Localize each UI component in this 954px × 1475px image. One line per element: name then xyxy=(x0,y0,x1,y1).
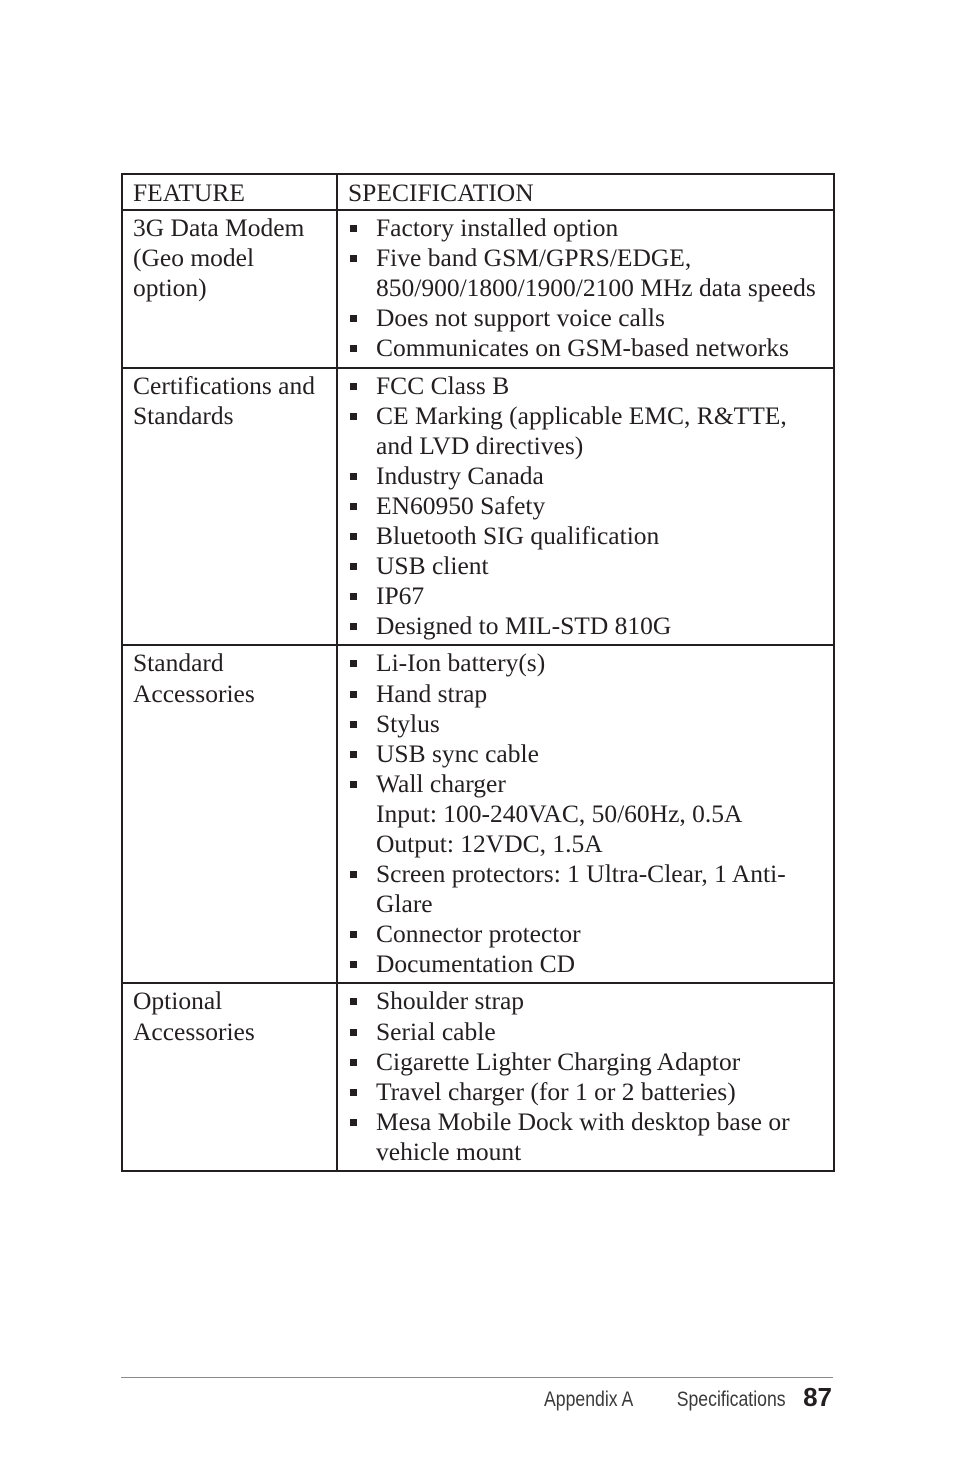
specification-list xyxy=(347,986,825,1167)
list-item-text: Hand strap xyxy=(376,678,488,708)
list-item xyxy=(347,333,825,363)
list-item-text: USB sync cable xyxy=(376,738,539,768)
square-bullet-icon xyxy=(350,225,357,232)
list-item-text: EN60950 Safety xyxy=(376,490,546,520)
table-row xyxy=(122,368,834,646)
list-item-text: Bluetooth SIG qualification xyxy=(376,521,660,551)
list-item-text: Factory installed option xyxy=(376,213,619,243)
list-item-text: Industry Canada xyxy=(376,460,544,490)
list-item xyxy=(347,611,825,641)
footer-section: Specifications xyxy=(676,1388,786,1411)
square-bullet-icon xyxy=(350,961,357,968)
list-item-text: IP67 xyxy=(376,581,425,611)
list-item xyxy=(347,1017,825,1047)
list-item xyxy=(347,648,825,678)
list-item-text: Designed to MIL-STD 810G xyxy=(376,611,672,641)
list-item xyxy=(347,1107,825,1167)
square-bullet-icon xyxy=(350,1059,357,1066)
list-item xyxy=(347,1077,825,1107)
list-item xyxy=(347,551,825,581)
list-item xyxy=(347,371,825,401)
square-bullet-icon xyxy=(350,1119,357,1126)
list-item-text: Wall charger xyxy=(376,768,506,798)
specification-list xyxy=(347,213,825,363)
square-bullet-icon xyxy=(350,383,357,390)
list-item-text: Mesa Mobile Dock with desktop base or vehicle mount xyxy=(376,1106,790,1166)
list-item xyxy=(347,709,825,739)
header-specification: SPECIFICATION xyxy=(337,174,834,210)
list-item-text: Connector protector xyxy=(376,919,581,949)
header-feature: FEATURE xyxy=(122,174,337,210)
square-bullet-icon xyxy=(350,315,357,322)
page-number: 87 xyxy=(803,1382,832,1412)
list-item xyxy=(347,986,825,1016)
list-item-subline: Output: 12VDC, 1.5A xyxy=(376,828,603,858)
list-item-text: Documentation CD xyxy=(376,949,576,979)
list-item xyxy=(347,213,825,243)
square-bullet-icon xyxy=(350,1029,357,1036)
list-item-text: Serial cable xyxy=(376,1016,496,1046)
square-bullet-icon xyxy=(350,623,357,630)
specification-list xyxy=(347,371,825,642)
list-item-text: CE Marking (applicable EMC, R&TTE, and LVD directives) xyxy=(376,400,787,460)
list-item xyxy=(347,859,825,919)
list-item-subline: Input: 100-240VAC, 50/60Hz, 0.5A xyxy=(376,798,743,828)
square-bullet-icon xyxy=(350,691,357,698)
list-item-text: Five band GSM/GPRS/EDGE, 850/900/1800/1900/2100 MHz data speeds xyxy=(376,243,816,303)
list-item-text: Cigarette Lighter Charging Adaptor xyxy=(376,1046,741,1076)
table-row xyxy=(122,210,834,367)
specification-cell xyxy=(337,368,834,646)
list-item-text: Does not support voice calls xyxy=(376,303,665,333)
table-body xyxy=(122,210,834,1171)
list-item xyxy=(347,949,825,979)
list-item xyxy=(347,769,825,859)
list-item-text: Li-Ion battery(s) xyxy=(376,648,546,678)
square-bullet-icon xyxy=(350,721,357,728)
list-item xyxy=(347,303,825,333)
feature-cell: Standard Accessories xyxy=(122,645,337,983)
list-item-text: Communicates on GSM-based networks xyxy=(376,333,789,363)
footer-chapter: Appendix A xyxy=(544,1388,634,1411)
list-item-text: Screen protectors: 1 Ultra-Clear, 1 Anti-Glare xyxy=(376,859,786,919)
list-item xyxy=(347,679,825,709)
table-row xyxy=(122,983,834,1171)
list-item xyxy=(347,1047,825,1077)
list-item-text: Shoulder strap xyxy=(376,986,525,1016)
specifications-table xyxy=(121,173,835,1172)
square-bullet-icon xyxy=(350,503,357,510)
square-bullet-icon xyxy=(350,660,357,667)
feature-cell: Certifications and Standards xyxy=(122,368,337,646)
specification-cell xyxy=(337,210,834,367)
square-bullet-icon xyxy=(350,593,357,600)
square-bullet-icon xyxy=(350,533,357,540)
specification-cell xyxy=(337,645,834,983)
square-bullet-icon xyxy=(350,1089,357,1096)
specification-list xyxy=(347,648,825,979)
square-bullet-icon xyxy=(350,255,357,262)
feature-cell: 3G Data Modem (Geo model option) xyxy=(122,210,337,367)
footer-divider xyxy=(121,1377,833,1378)
list-item-text: USB client xyxy=(376,551,489,581)
square-bullet-icon xyxy=(350,345,357,352)
list-item xyxy=(347,739,825,769)
list-item-text: Stylus xyxy=(376,708,440,738)
list-item xyxy=(347,521,825,551)
square-bullet-icon xyxy=(350,998,357,1005)
square-bullet-icon xyxy=(350,563,357,570)
square-bullet-icon xyxy=(350,751,357,758)
list-item xyxy=(347,919,825,949)
square-bullet-icon xyxy=(350,931,357,938)
square-bullet-icon xyxy=(350,413,357,420)
list-item-text: FCC Class B xyxy=(376,370,510,400)
list-item xyxy=(347,401,825,461)
list-item-text: Travel charger (for 1 or 2 batteries) xyxy=(376,1076,736,1106)
page-footer xyxy=(527,1382,832,1413)
list-item xyxy=(347,491,825,521)
square-bullet-icon xyxy=(350,781,357,788)
feature-cell: Optional Accessories xyxy=(122,983,337,1171)
table-row xyxy=(122,645,834,983)
list-item xyxy=(347,461,825,491)
list-item xyxy=(347,581,825,611)
square-bullet-icon xyxy=(350,871,357,878)
specification-cell xyxy=(337,983,834,1171)
table-header-row xyxy=(122,174,834,210)
square-bullet-icon xyxy=(350,473,357,480)
list-item xyxy=(347,243,825,303)
